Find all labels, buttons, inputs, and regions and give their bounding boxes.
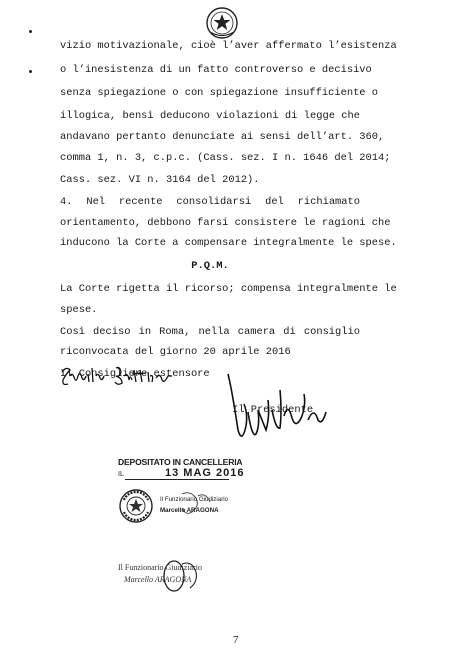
estensore-signature (58, 362, 178, 390)
margin-bullet (29, 70, 32, 73)
pqm-heading: P.Q.M. (191, 260, 229, 272)
body-line: senza spiegazione o con spiegazione insufficiente o (60, 87, 379, 99)
deciso-line: riconvocata del giorno 20 aprile 2016 (60, 346, 291, 358)
margin-bullet (29, 30, 32, 33)
dispositivo-line: spese. (60, 304, 98, 316)
presidente-label: Il Presidente (232, 404, 314, 416)
lower-stamp-line1: Il Funzionario Giudiziario (118, 563, 202, 572)
deposit-stamp-title: DEPOSITATO IN CANCELLERIA (118, 457, 243, 467)
italian-republic-emblem-icon (205, 6, 239, 40)
body-line: illogica, bensì deducono violazioni di legge che (60, 110, 360, 122)
court-seal-icon (118, 488, 154, 524)
body-line: o l’inesistenza di un fatto controverso e decisivo (60, 64, 372, 76)
deposit-stamp-il: IL (118, 471, 124, 478)
deposit-stamp-underline (125, 479, 229, 480)
page-number: 7 (233, 634, 239, 646)
official-stamp-scribble (156, 490, 232, 520)
lower-stamp-line2: Marcello ARAGONA (124, 575, 192, 584)
body-line: orientamento, debbono farsi consistere le ragioni che (60, 217, 391, 229)
deposit-stamp-date: 13 MAG 2016 (165, 467, 245, 479)
official-stamp-line1: Il Funzionario Giudiziario (160, 496, 229, 503)
official-stamp-line2: Marcello ARAGONA (160, 507, 219, 514)
body-line: vizio motivazionale, cioè l’aver affermato l’esistenza (60, 40, 397, 52)
body-line: inducono la Corte a compensare integralmente le spese. (60, 237, 397, 249)
body-line: andavano pertanto denunciate ai sensi dell’art. 360, (60, 131, 385, 143)
body-line: Cass. sez. VI n. 3164 del 2012). (60, 174, 260, 186)
estensore-label: Il Consigliere estensore (60, 368, 210, 380)
deciso-line: Così deciso in Roma, nella camera di consiglio (60, 326, 360, 338)
body-line: comma 1, n. 3, c.p.c. (Cass. sez. I n. 1646 del 2014; (60, 152, 391, 164)
dispositivo-line: La Corte rigetta il ricorso; compensa integralmente le (60, 283, 397, 295)
body-line: 4. Nel recente consolidarsi del richiamato (60, 196, 360, 208)
